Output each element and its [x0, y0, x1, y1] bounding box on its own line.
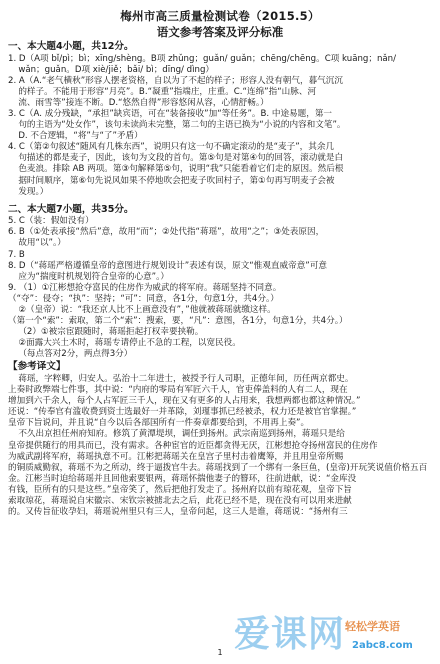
watermark-url: 2abc8.com: [352, 640, 413, 651]
q9-2-line: （2）①被宗宦跟随时，蒋瑶拒起打权幸要挟勒。: [18, 327, 204, 338]
q4-line: 据时间顺序，第⑥句先说风如果不停地吹会把麦子吹回村子，第①句再写明麦子会被: [18, 175, 335, 186]
q3-line: 句的主语为“处女作”，该句未读尚未完整，第二句的主语已换为“小说的内容和文笔”。: [18, 120, 346, 131]
q4-line: 发现。）: [18, 186, 49, 197]
translation-line: 还说：“传奉官有滥收费到资士选最好一并革除，刘瑾事抓已经被杀，权力还是被官官掌握。”: [8, 407, 357, 418]
q7-line: 7. B: [8, 249, 25, 260]
document-subtitle: 语文参考答案及评分标准: [156, 25, 284, 39]
translation-line: 的。又传旨征收孕妇，蒋瑶说州里只有三人，皇帝问起，这三人是谁，蒋瑶说：“扬州有三: [8, 507, 348, 518]
q6-line: 故用“以”。）: [18, 238, 66, 249]
section-1-title: 一、本大题4小题，共12分。: [8, 41, 134, 52]
q2-line: 的样子。不能用于形容“月亮”。B.“凝重”指端庄，庄重。C.“连绵”指“山脉、河: [18, 86, 317, 97]
q9-2-line: （每点答对2分，两点得3分）: [18, 349, 133, 360]
q9-line: ②（皇帝）说：“我还京人比不上画意没有”，”他就被蒋瑶就缴这样。: [18, 304, 276, 315]
q3-line: 3. C（A. 成分残缺，“承担”缺宾语，可在“装备接收”加“等任务”。B. 中途易题，第一: [8, 108, 333, 119]
q9-2-line: ②面露大兴土木时，蒋瑶专请停止不急的工程，以宽民役。: [18, 338, 241, 349]
q2-line: 流、雨雪等”接连不断。D.“悠然自得”形容悠闲从容，心情舒畅。）: [18, 97, 269, 108]
translation-line: 不久出京担任州府知府。修筑了黄潭堤坝，调任到扬州。武宗南巡到扬州，蒋瑶只是给: [18, 429, 345, 440]
translation-line: 的铜质威勤叙，蒋瑶不为之所动，终于逼拨官牛去。蒋瑶找到了一个绑有一条巨鱼，(皇帝)开玩笑说值价格五百: [8, 462, 428, 473]
q9-line: （“夺”：侵夺；“执”：坚持；“可”：同意，各1分，句意1分，共4分。）: [8, 293, 279, 304]
q8-line: 应为“揣度时机规划符合皇帝的心意”。）: [18, 271, 170, 282]
watermark-tagline: 轻松学英语: [345, 620, 400, 633]
reference-translation-title: 【参考译文】: [8, 361, 66, 373]
q4-line: 4. C（第②句叙述“随风有几株东西”，说明只有这一句不确定滚动的是“麦子”，其余几: [8, 142, 335, 153]
q9-line: 9. （1）①江彬想抢夺富民的住房作为威武的将军府。蒋瑶坚持不同意。: [8, 282, 282, 293]
translation-line: 皇帝提供随行的用具而已，没有需求。各种宦官的近臣都贪得无厌，江彬想抢夺扬州富民的住房作: [8, 440, 378, 451]
q6-line: 6. B（①处表承接“然后”意，故用“而”；②处代指“蒋瑶”，故用“之”；③处表原因，: [8, 227, 325, 238]
translation-line: 上奏时政弊端七件事，其中说：“内府的零局有军匠六千人，官吏俸盖料的人有二人，现在: [8, 385, 348, 396]
q2-line: 2. A（A.“老气横秋”形容人摆老资格，自以为了不起的样子；形容人没有朝气，暮气沉沉: [8, 75, 343, 86]
translation-line: 皇帝下旨说问，并且说“自今以后各部国所有一件奏章都要给到，不用再上奏”。: [8, 418, 310, 429]
q4-line: 色麦浪。排除 AB 两项。第③句解释第⑤句，说明“我”只能看着它们走的原因。然后根: [18, 164, 344, 175]
q4-line: 句描述的都是麦子，因此，该句为文段的首句。第⑤句是对第④句的回答，滚动就是白: [18, 153, 344, 164]
section-2-title: 二、本大题7小题，共35分。: [8, 203, 134, 215]
q5-line: 5. C（装：假如没有）: [8, 216, 94, 227]
q8-line: 8. D（“蒋瑶严格遵循皇帝的意图进行规划设计”表述有误，原文“惟观直威帝意”可意: [8, 260, 327, 271]
translation-line: 金。江彬当时迫给蒋瑶并且回他索要银两，蒋瑶怀揣他妻子的簪环，往前进献，说：“金库没: [8, 473, 357, 484]
watermark-logo: 爱课网: [234, 614, 346, 655]
q1-line: 1. D（A项 bǐ/pì；bì；xīng/shèng。B项 zhǔng；guǎn/ guǎn；chēng/chēng。C项 kuāng；nǎn/: [8, 53, 397, 64]
q9-line: （第一个“索”：索取，第二个“索”：搜索，要，“凡”：意图，各1分，句意1分，共4分。）: [8, 316, 348, 327]
translation-line: 为威武副将军府，蒋瑶执意不可。江彬把蒋瑶关在皇宫子里村击着鹰筹，并且用皇帝所赐: [8, 451, 344, 462]
page-number: 1: [217, 648, 223, 657]
q1-line: wǎn；guǎn。D项 xiè/jiě；bǎi/ bì；dīng/ dìng）: [18, 64, 214, 75]
translation-line: 蒋瑶，字粹卿，归安人。弘治十二年进士，被授予行人司职，正德年间，历任两京都史。: [18, 373, 354, 384]
q3-line: D. 不合逻辑，“将”与“了”矛盾）: [18, 131, 143, 142]
answer-content: [8, 40, 434, 518]
translation-line: 增加到六千余人，每个人占军匠三千人，现在又有更多的人占用来，我想两都也都这种情况。”: [8, 396, 361, 407]
translation-line: 有钱，臣所有的只是这些。”皇帝笑了，然后把他打发走了。扬州府以前有琼花观，皇帝下旨: [8, 484, 352, 495]
translation-line: 索取琼花，蒋瑶说自宋徽宗、宋钦宗被掳北去之后，此花已经不是，现在没有可以用来进献: [8, 495, 352, 506]
document-title: 梅州市高三质量检测试卷（2015.5）: [120, 9, 320, 23]
